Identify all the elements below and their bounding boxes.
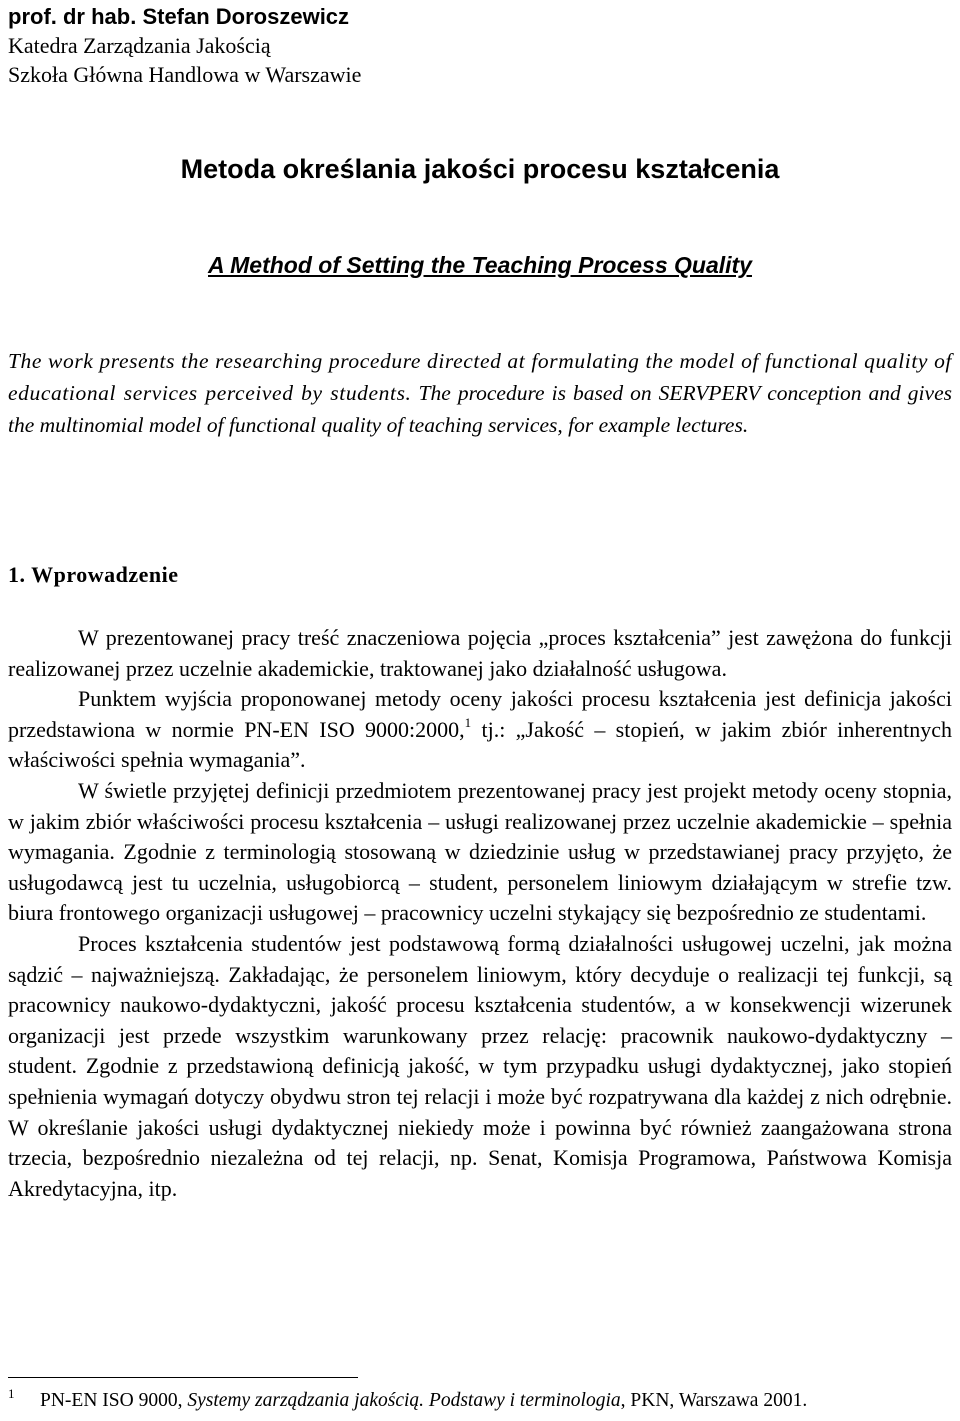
author-name: prof. dr hab. Stefan Doroszewicz <box>8 4 350 29</box>
body-text <box>8 623 952 1204</box>
author-institution: Szkoła Główna Handlowa w Warszawie <box>8 62 362 87</box>
footnote-title: Systemy zarządzania jakością. Podstawy i terminologia <box>187 1390 621 1411</box>
author-department: Katedra Zarządzania Jakością <box>8 33 271 58</box>
author-block <box>8 2 361 89</box>
paragraph-2 <box>8 684 952 776</box>
abstract-part2: The procedure is based on SERVPERV conception and gives the multinomial model of functional quality of teaching services, for example lectures. <box>8 381 952 437</box>
abstract <box>8 345 952 441</box>
footnote-reference: 1 <box>464 714 472 730</box>
footnote: 1 PN-EN ISO 9000, Systemy zarządzania jakością. Podstawy i terminologia, PKN, Warszawa 2001. <box>8 1386 808 1411</box>
footnote-suffix: , PKN, Warszawa 2001. <box>620 1390 808 1411</box>
paragraph-2-quote: tj.: „Jakość – stopień, w jakim zbiór inherentnych właściwości spełnia wymagania”. <box>8 716 952 773</box>
paragraph-2-text: Punktem wyjścia proponowanej metody oceny jakości procesu kształcenia jest definicja jakości przedstawiona w normie PN-EN ISO 9000:2000, <box>8 686 952 742</box>
paragraph-1: W prezentowanej pracy treść znaczeniowa pojęcia „proces kształcenia” jest zawężona do funkcji realizowanej przez uczelnie akademickie, traktowanej jako działalność usługowa. <box>8 625 952 681</box>
title-polish: Metoda określania jakości procesu kształcenia <box>180 154 780 184</box>
footnote-divider <box>8 1377 358 1378</box>
title-english: A Method of Setting the Teaching Process Quality <box>208 252 752 278</box>
footnote-prefix: PN-EN ISO 9000, <box>40 1390 188 1411</box>
paragraph-4: Proces kształcenia studentów jest podstawową formą działalności usługowej uczelni, jak można sądzić – najważniejszą. Zakładając, że personelem liniowym, który decyduje o realizacji tej funkcji, są pracownicy naukowo-dydaktyczni, jakość procesu kształcenia studentów, a w konsekwencji wizerunek organizacji jest przede wszystkim warunkowany przez relację: pracownik naukowo-dydaktyczny – student. Zgodnie z przedstawioną definicją jakość, w tym przypadku usługi dydaktycznej, jako stopień spełnienia wymagań dotyczy obydwu stron tej relacji i może być rozpatrywana dla każdej z nich odrębnie. W określanie jakości usługi dydaktycznej niekiedy może i powinna być również zaangażowana strona trzecia, bezpośrednio niezależna od tej relacji, np. Senat, Komisja Programowa, Państwowa Komisja Akredytacyjna, itp. <box>8 930 952 1201</box>
section-heading: 1. Wprowadzenie <box>8 562 179 587</box>
paragraph-3: W świetle przyjętej definicji przedmiotem prezentowanej pracy jest projekt metody oceny stopnia, w jakim zbiór właściwości procesu kształcenia – usługi realizowanej przez uczelnie akademickie – spełnia wymagania. Zgodnie z terminologią stosowaną w dziedzinie usług w przedstawianej pracy przyjęto, że usługodawcą jest tu uczelnia, usługobiorcą – student, personelem liniowym działającym w strefie tzw. biura frontowego organizacji usługowej – pracownicy uczelni stykający się bezpośrednio ze studentami. <box>8 777 952 926</box>
abstract-part1: The work presents the researching procedure directed at formulating the model of functional quality of educational services perceived by students. <box>8 349 952 405</box>
